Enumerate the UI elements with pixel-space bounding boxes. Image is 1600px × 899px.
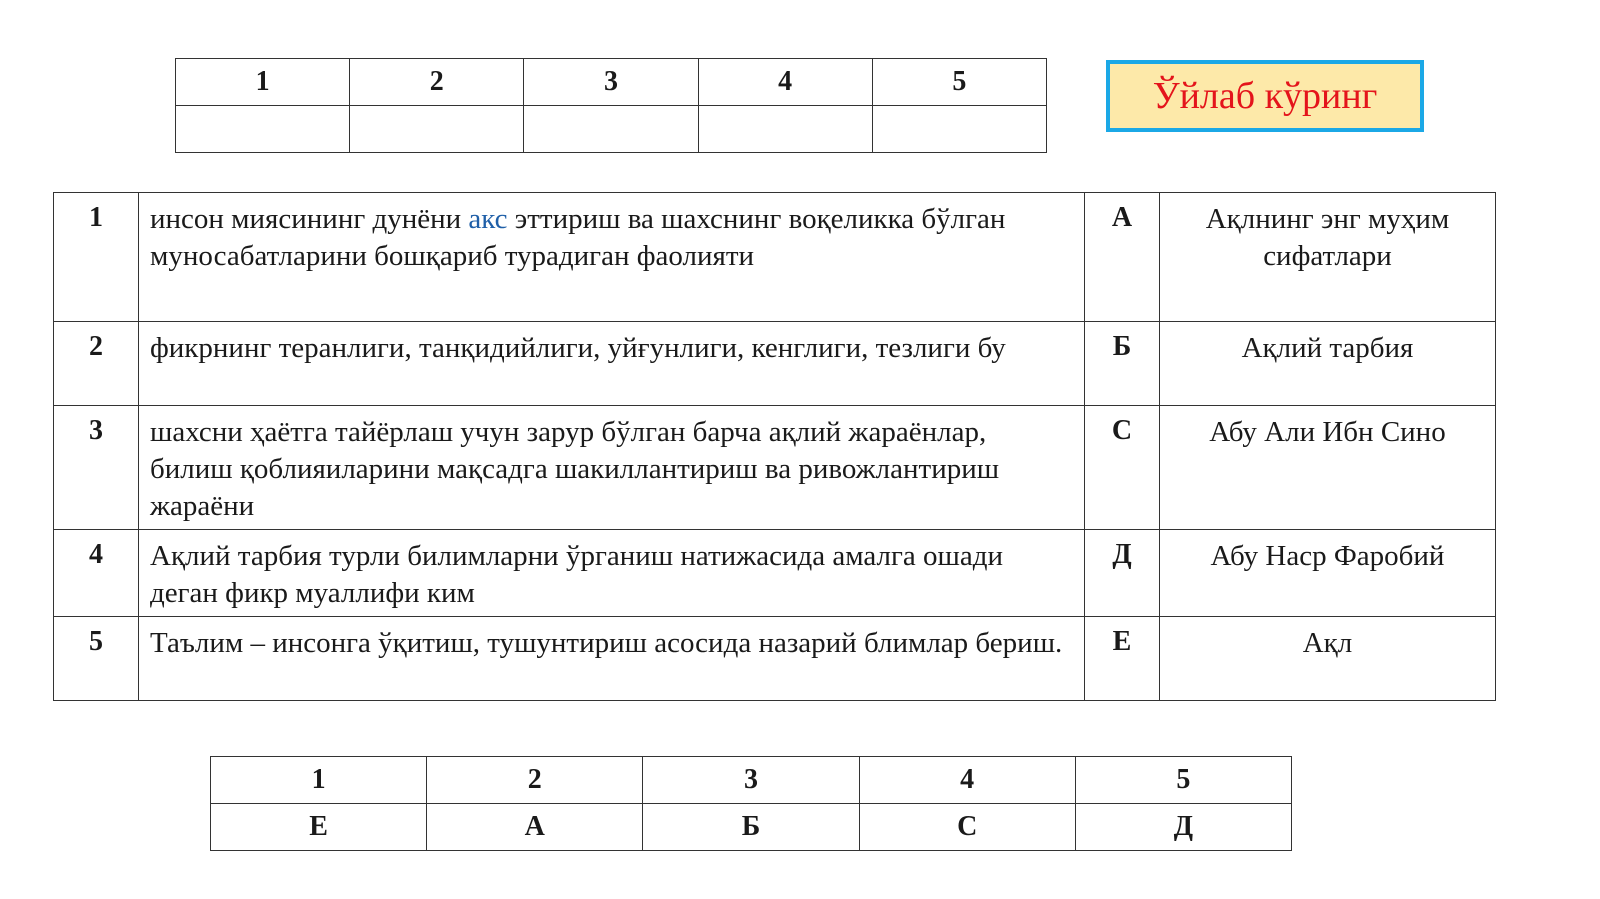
answer-key-header: 2: [427, 757, 643, 804]
answer-text: Абу Али Ибн Сино: [1160, 406, 1496, 530]
answer-grid-header: 4: [698, 59, 872, 106]
question-row: [54, 406, 1496, 530]
answer-cell[interactable]: [350, 106, 524, 153]
question-number: 5: [54, 617, 139, 701]
question-text: фикрнинг теранлиги, танқидийлиги, уйғунлиги, кенглиги, тезлиги бу: [139, 322, 1085, 406]
answer-key-header: 3: [643, 757, 859, 804]
question-number: 1: [54, 193, 139, 322]
answer-text: Абу Наср Фаробий: [1160, 530, 1496, 617]
question-text: Ақлий тарбия турли билимларни ўрганиш натижасида амалга ошади деган фикр муаллифи ким: [139, 530, 1085, 617]
answer-letter: Д: [1085, 530, 1160, 617]
answer-cell[interactable]: [872, 106, 1046, 153]
answer-cell[interactable]: [524, 106, 698, 153]
answer-key-cell: Е: [211, 804, 427, 851]
answer-key-header-row: [211, 757, 1292, 804]
question-number: 4: [54, 530, 139, 617]
question-text-highlight: акс: [468, 203, 508, 235]
answer-key-cell: С: [859, 804, 1075, 851]
answer-key-row: [211, 804, 1292, 851]
answer-key-header: 1: [211, 757, 427, 804]
answer-letter: Б: [1085, 322, 1160, 406]
answer-key-cell: Д: [1075, 804, 1291, 851]
question-row: [54, 322, 1496, 406]
question-row: [54, 617, 1496, 701]
answer-letter: Е: [1085, 617, 1160, 701]
answer-grid-input-row: [176, 106, 1047, 153]
answer-cell[interactable]: [176, 106, 350, 153]
answer-cell[interactable]: [698, 106, 872, 153]
question-text-part: эттириш ва шахснинг воқеликка бўлган муносабатларини бошқариб турадиган фаолияти: [150, 203, 1006, 272]
question-number: 2: [54, 322, 139, 406]
question-row: [54, 530, 1496, 617]
answer-letter: А: [1085, 193, 1160, 322]
answer-key-grid: [210, 756, 1292, 851]
question-text: шахсни ҳаётга тайёрлаш учун зарур бўлган барча ақлий жараёнлар, билиш қоблияиларини мақсадга шакиллантириш ва ривожлантириш жараёни: [139, 406, 1085, 530]
answer-text: Ақл: [1160, 617, 1496, 701]
answer-grid-header: 1: [176, 59, 350, 106]
question-text-part: инсон миясининг дунёни: [150, 203, 469, 235]
answer-text: Ақлий тарбия: [1160, 322, 1496, 406]
question-text: Таълим – инсонга ўқитиш, тушунтириш асосида назарий блимлар бериш.: [139, 617, 1085, 701]
answer-grid-empty: [175, 58, 1047, 153]
answer-grid-header-row: [176, 59, 1047, 106]
question-row: [54, 193, 1496, 322]
answer-grid-header: 2: [350, 59, 524, 106]
answer-text: Ақлнинг энг муҳим сифатлари: [1160, 193, 1496, 322]
question-number: 3: [54, 406, 139, 530]
answer-key-header: 5: [1075, 757, 1291, 804]
think-button[interactable]: Ўйлаб кўринг: [1106, 60, 1424, 132]
answer-key-cell: А: [427, 804, 643, 851]
answer-key-header: 4: [859, 757, 1075, 804]
answer-letter: С: [1085, 406, 1160, 530]
answer-grid-header: 3: [524, 59, 698, 106]
answer-grid-header: 5: [872, 59, 1046, 106]
answer-key-cell: Б: [643, 804, 859, 851]
matching-table: [53, 192, 1496, 701]
question-text: [139, 193, 1085, 322]
